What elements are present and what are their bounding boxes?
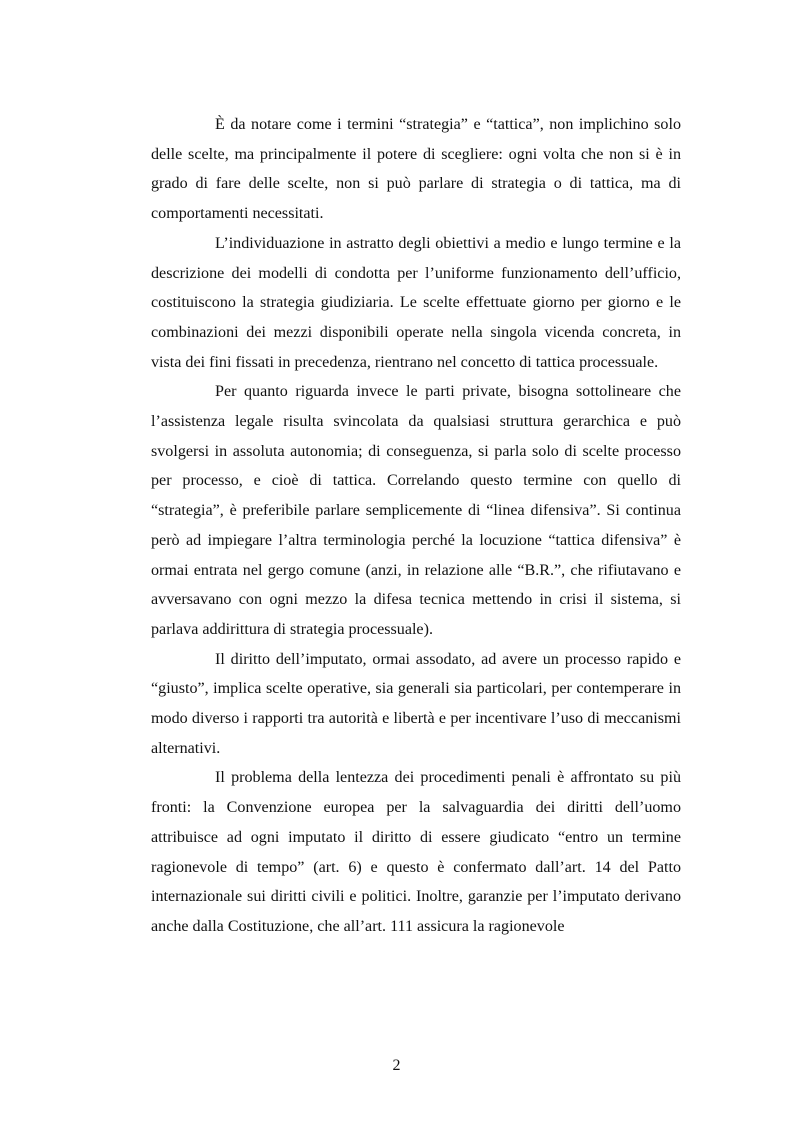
page-number: 2 xyxy=(392,1057,401,1074)
paragraph: Per quanto riguarda invece le parti private, bisogna sottolineare che l’assistenza legale risulta svincolata da qualsiasi struttura gerarchica e può svolgersi in assoluta autonomia; di conseguenza, si parla solo di scelte processo per processo, e cioè di tattica. Correlando questo termine con quello di “strategia”, è preferibile parlare semplicemente di “linea difensiva”. Si continua però ad impiegare l’altra terminologia perché la locuzione “tattica difensiva” è ormai entrata nel gergo comune (anzi, in relazione alle “B.R.”, che rifiutavano e avversavano con ogni mezzo la difesa tecnica mettendo in crisi il sistema, si parlava addirittura di strategia processuale). xyxy=(151,383,681,638)
paragraph: L’individuazione in astratto degli obiettivi a medio e lungo termine e la descrizione dei modelli di condotta per l’uniforme funzionamento dell’ufficio, costituiscono la strategia giudiziaria. Le scelte effettuate giorno per giorno e le combinazioni dei mezzi disponibili operate nella singola vicenda concreta, in vista dei fini fissati in precedenza, rientrano nel concetto di tattica processuale. xyxy=(151,234,681,371)
body-text xyxy=(151,110,681,942)
paragraph: È da notare come i termini “strategia” e “tattica”, non implichino solo delle scelte, ma principalmente il potere di scegliere: ogni volta che non si è in grado di fare delle scelte, non si può parlare di strategia o di tattica, ma di comportamenti necessitati. xyxy=(151,116,681,223)
paragraph: Il problema della lentezza dei procedimenti penali è affrontato su più fronti: la Convenzione europea per la salvaguardia dei diritti dell’uomo attribuisce ad ogni imputato il diritto di essere giudicato “entro un termine ragionevole di tempo” (art. 6) e questo è confermato dall’art. 14 del Patto internazionale sui diritti civili e politici. Inoltre, garanzie per l’imputato derivano anche dalla Costituzione, che all’art. 111 assicura la ragionevole xyxy=(151,769,681,935)
paragraph: Il diritto dell’imputato, ormai assodato, ad avere un processo rapido e “giusto”, implica scelte operative, sia generali sia particolari, per contemperare in modo diverso i rapporti tra autorità e libertà e per incentivare l’uso di meccanismi alternativi. xyxy=(151,650,681,757)
